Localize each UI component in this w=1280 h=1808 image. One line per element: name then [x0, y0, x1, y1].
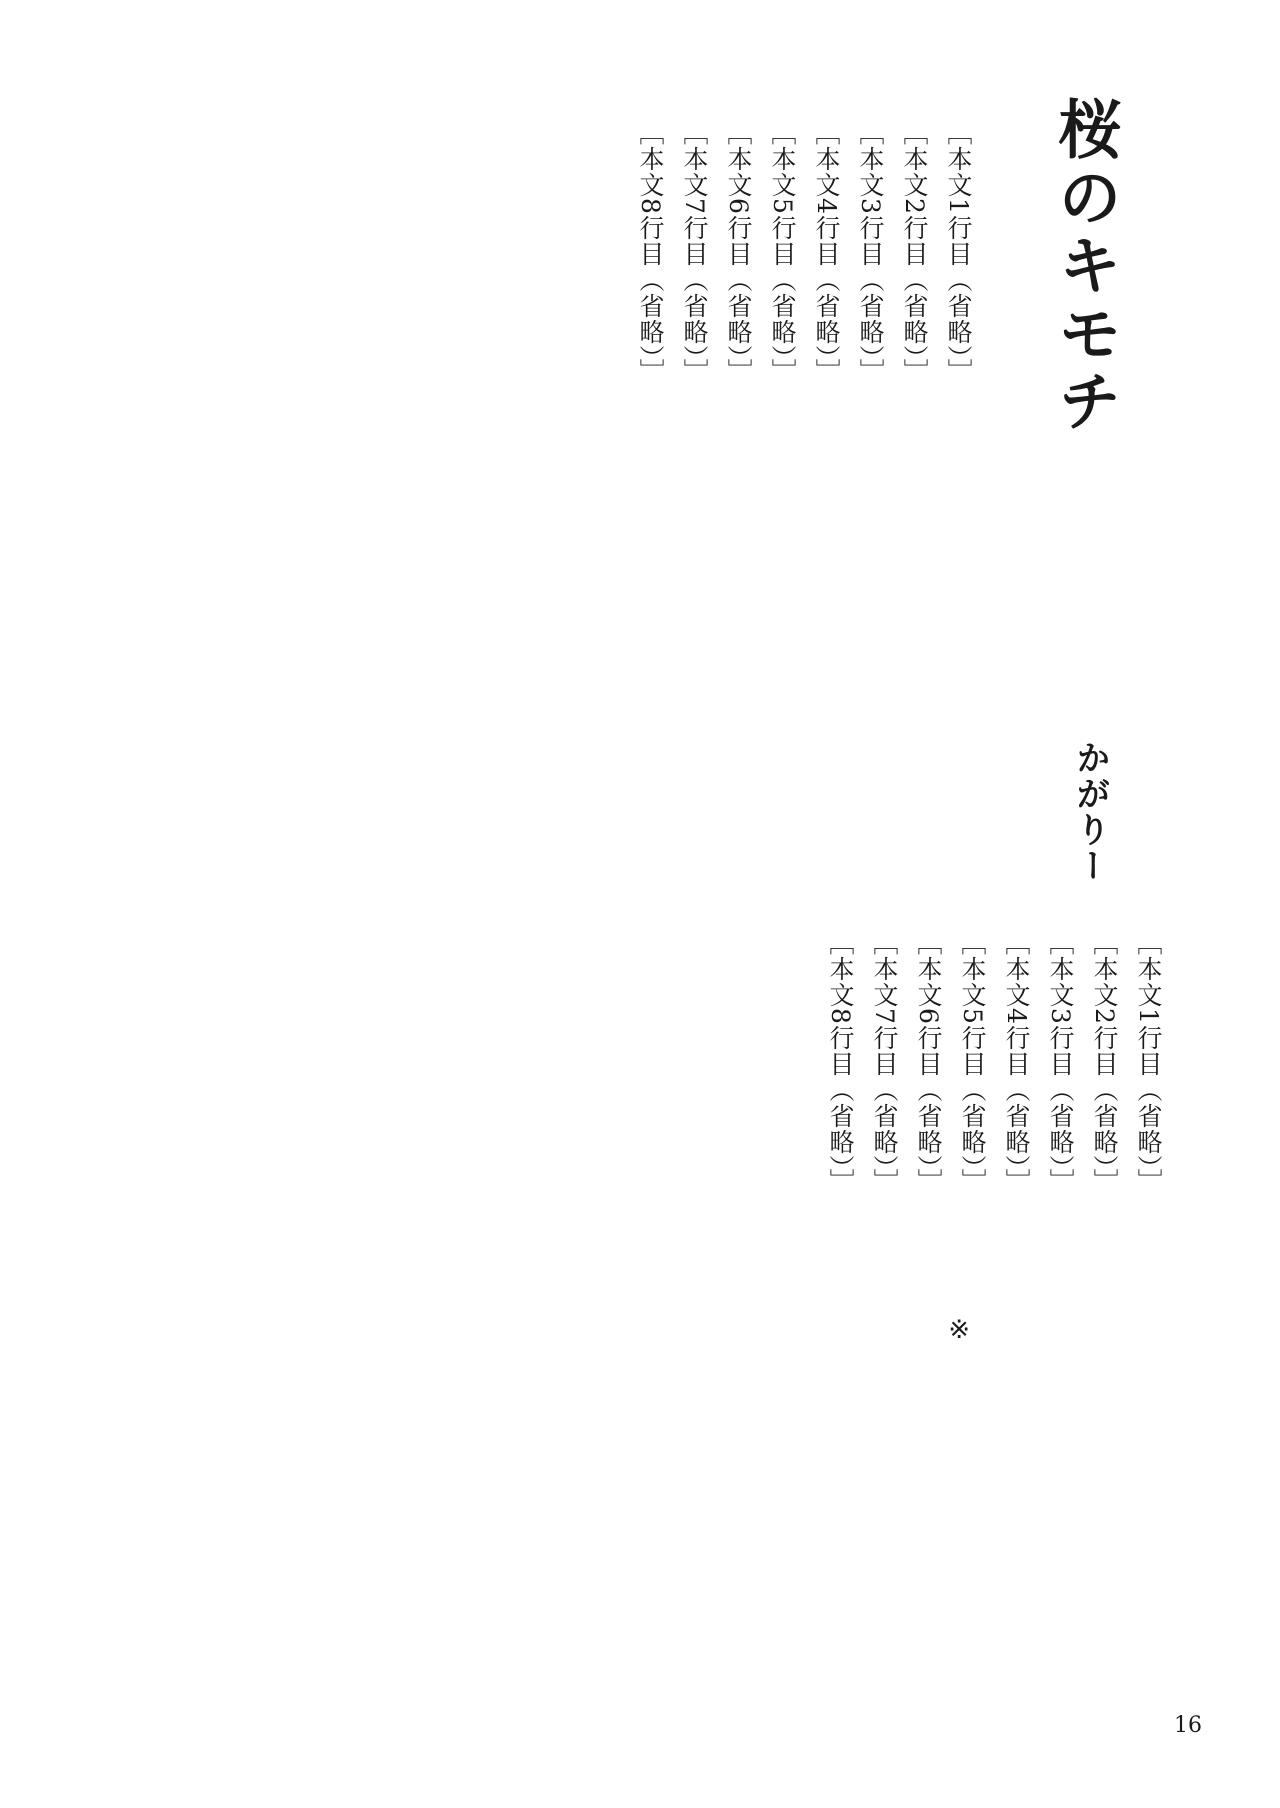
section-separator: ※ [948, 1315, 970, 1345]
text-line: ［本文5行目（省略）］ [958, 930, 987, 1195]
upper-text-block [628, 120, 980, 740]
text-line: ［本文6行目（省略）］ [724, 120, 753, 385]
text-line: ［本文5行目（省略）］ [768, 120, 797, 385]
text-line: ［本文3行目（省略）］ [856, 120, 885, 385]
story-title: 桜のキモチ [1047, 96, 1122, 436]
text-line: ［本文2行目（省略）］ [1090, 930, 1119, 1195]
page-number: 16 [1174, 1713, 1202, 1738]
text-line: ［本文3行目（省略）］ [1046, 930, 1075, 1195]
text-line: ［本文2行目（省略）］ [900, 120, 929, 385]
text-line: ［本文4行目（省略）］ [812, 120, 841, 385]
text-line: ［本文6行目（省略）］ [914, 930, 943, 1195]
text-line: ［本文7行目（省略）］ [870, 930, 899, 1195]
text-line: ［本文8行目（省略）］ [636, 120, 665, 385]
lower-text-block [818, 930, 1170, 1570]
text-line: ［本文8行目（省略）］ [826, 930, 855, 1195]
text-line: ［本文4行目（省略）］ [1002, 930, 1031, 1195]
text-line: ［本文7行目（省略）］ [680, 120, 709, 385]
author-name: かがりー [1070, 740, 1110, 884]
text-line: ［本文1行目（省略）］ [944, 120, 973, 385]
text-line: ［本文1行目（省略）］ [1134, 930, 1163, 1195]
